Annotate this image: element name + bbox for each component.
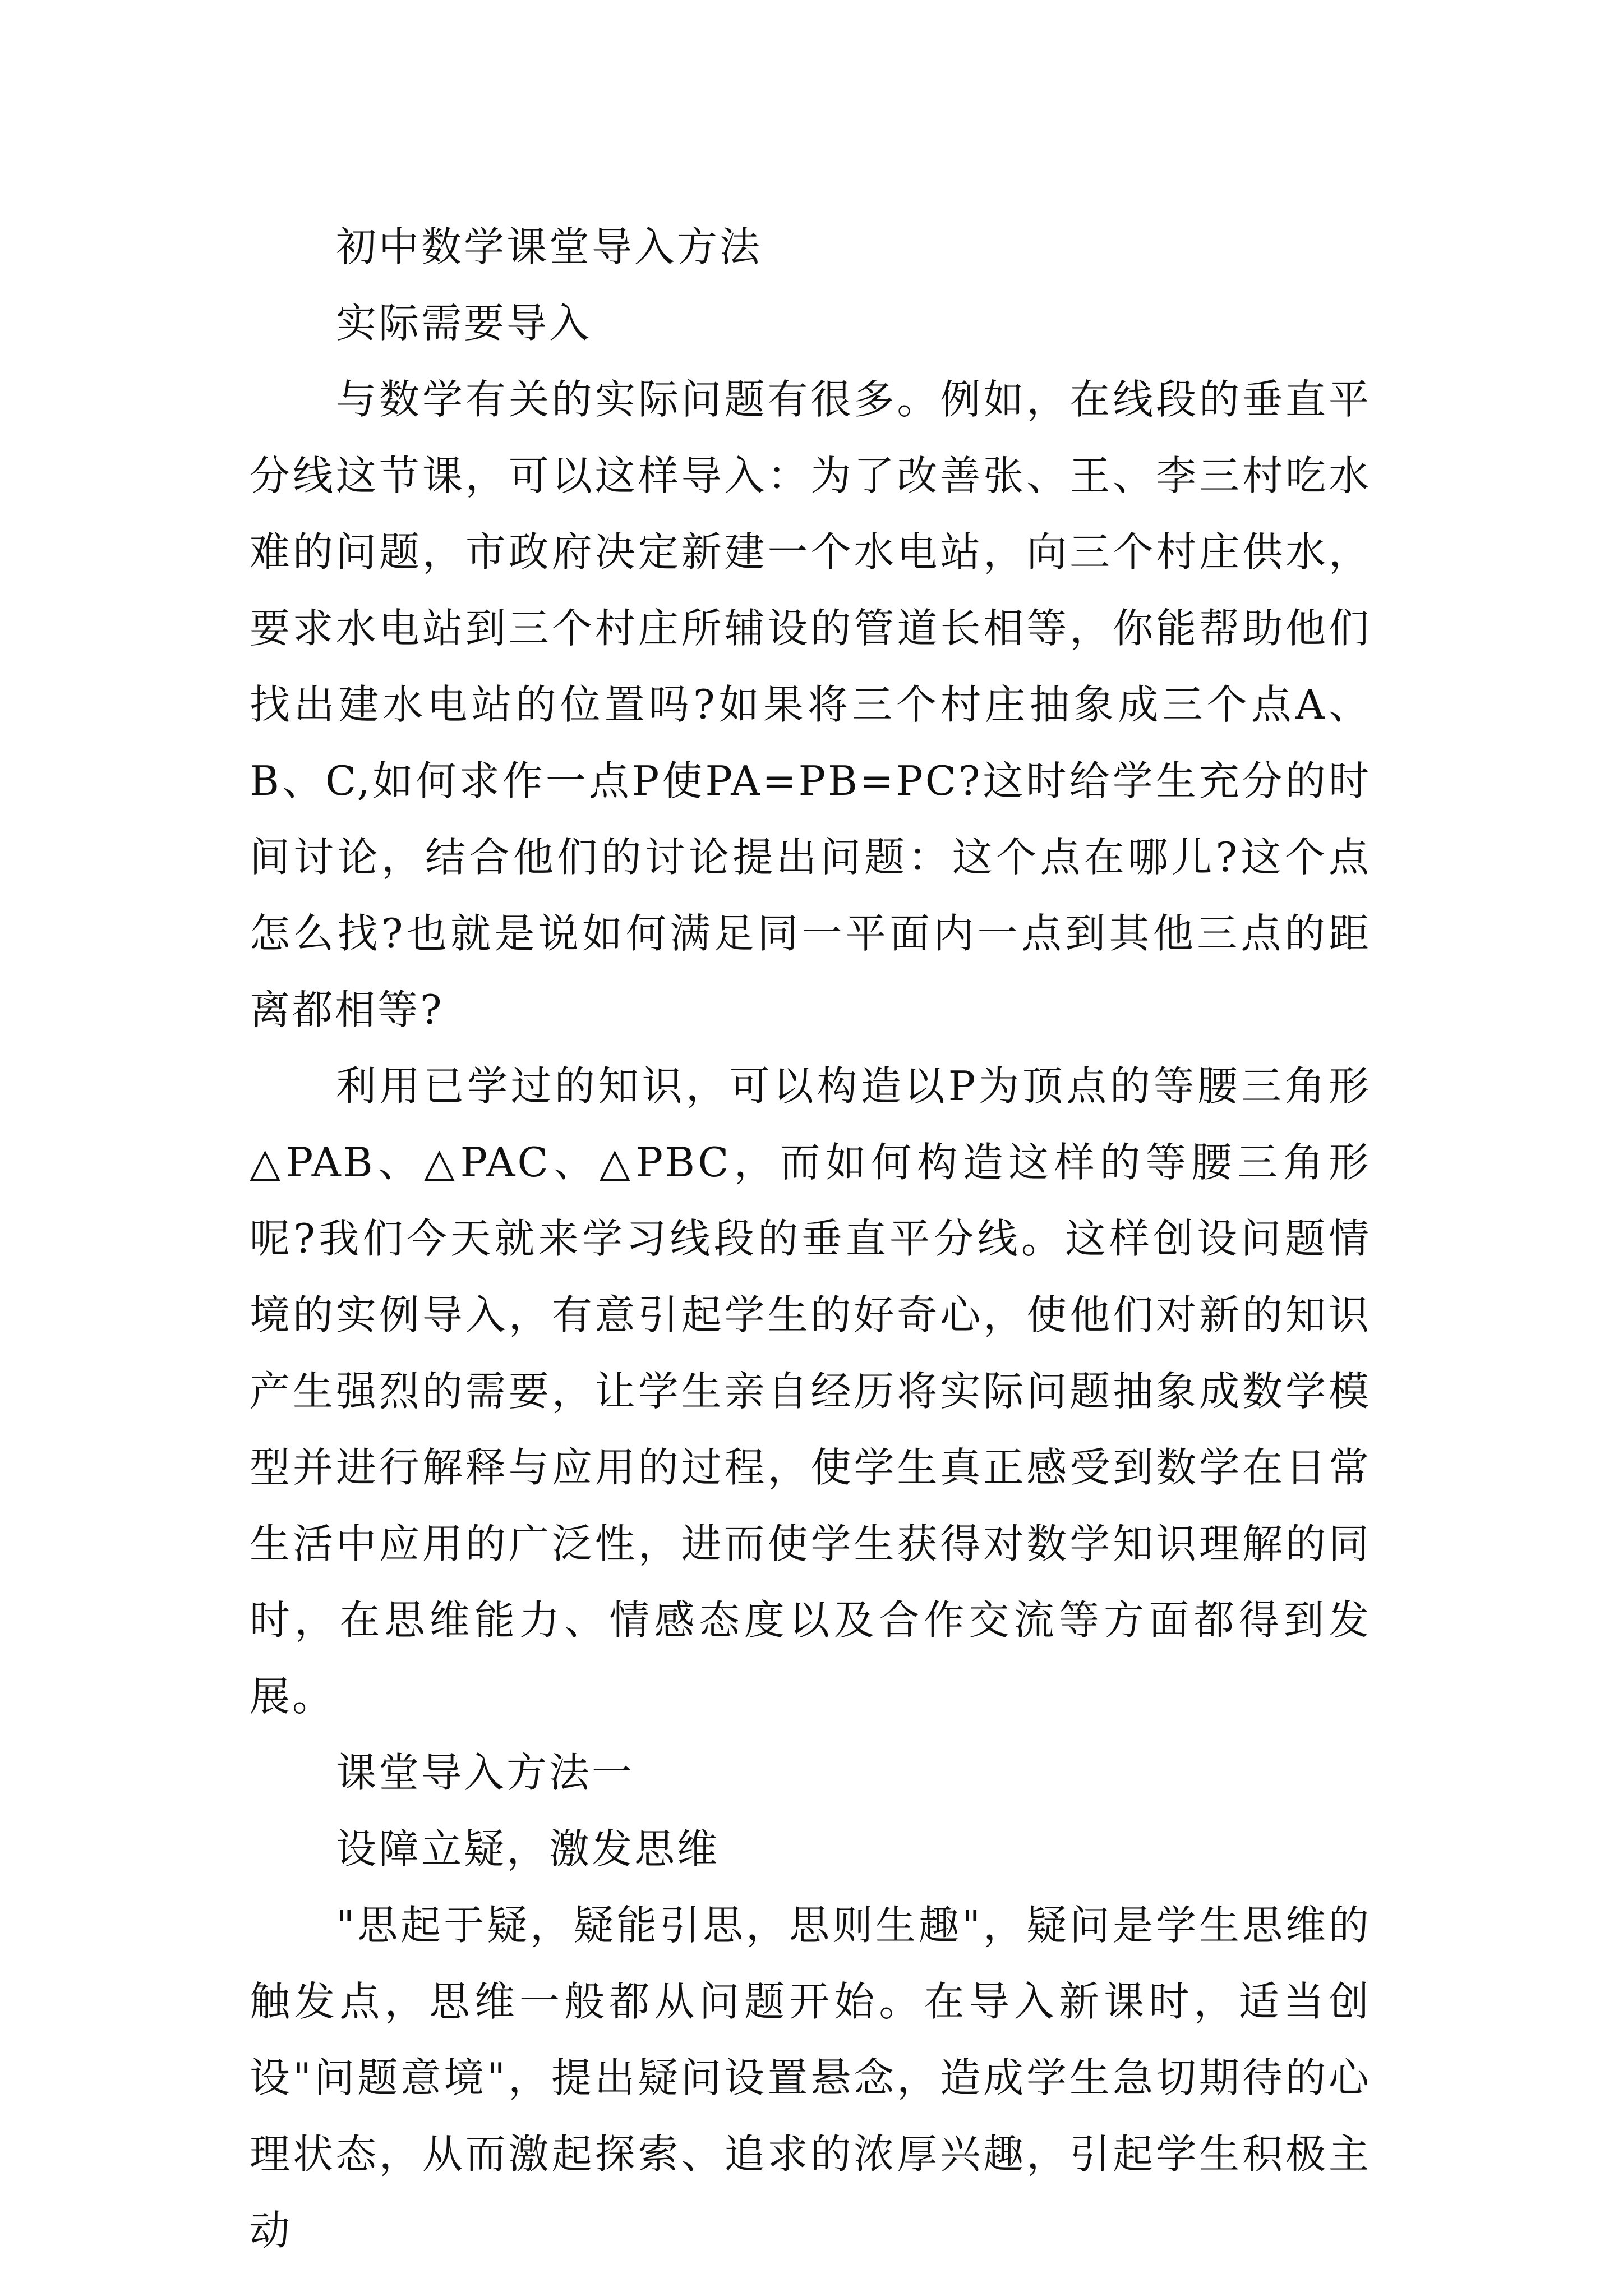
paragraph-practical-example: 与数学有关的实际问题有很多。例如，在线段的垂直平分线这节课，可以这样导入：为了改善张、王、李三村吃水难的问题，市政府决定新建一个水电站，向三个村庄供水，要求水电站到三个村庄所辅设的管道长相等，你能帮助他们找出建水电站的位置吗?如果将三个村庄抽象成三个点A、B、C,如何求作一点P使PA=PB=PC?这时给学生充分的时间讨论，结合他们的讨论提出问题：这个点在哪儿?这个点怎么找?也就是说如何满足同一平面内一点到其他三点的距离都相等? — [250, 376, 1371, 1033]
section-heading-method-one: 课堂导入方法一 — [336, 1749, 635, 1796]
paragraph-isosceles-construction: 利用已学过的知识，可以构造以P为顶点的等腰三角形△PAB、△PAC、△PBC，而如何构造这样的等腰三角形呢?我们今天就来学习线段的垂直平分线。这样创设问题情境的实例导入，有意引起学生的好奇心，使他们对新的知识产生强烈的需要，让学生亲自经历将实际问题抽象成数学模型并进行解释与应用的过程，使学生真正感受到数学在日常生活中应用的广泛性，进而使学生获得对数学知识理解的同时，在思维能力、情感态度以及合作交流等方面都得到发展。 — [250, 1062, 1371, 1720]
subheading-set-obstacles: 设障立疑，激发思维 — [336, 1825, 720, 1872]
document-body — [250, 209, 1371, 2269]
document-title: 初中数学课堂导入方法 — [336, 223, 763, 270]
paragraph-doubt-inspires-thinking: "思起于疑，疑能引思，思则生趣"，疑问是学生思维的触发点，思维一般都从问题开始。在导入新课时，适当创设"问题意境"，提出疑问设置悬念，造成学生急切期待的心理状态，从而激起探索、追求的浓厚兴趣，引起学生积极主动 — [250, 1902, 1371, 2254]
section-heading-practical-need: 实际需要导入 — [336, 300, 592, 347]
